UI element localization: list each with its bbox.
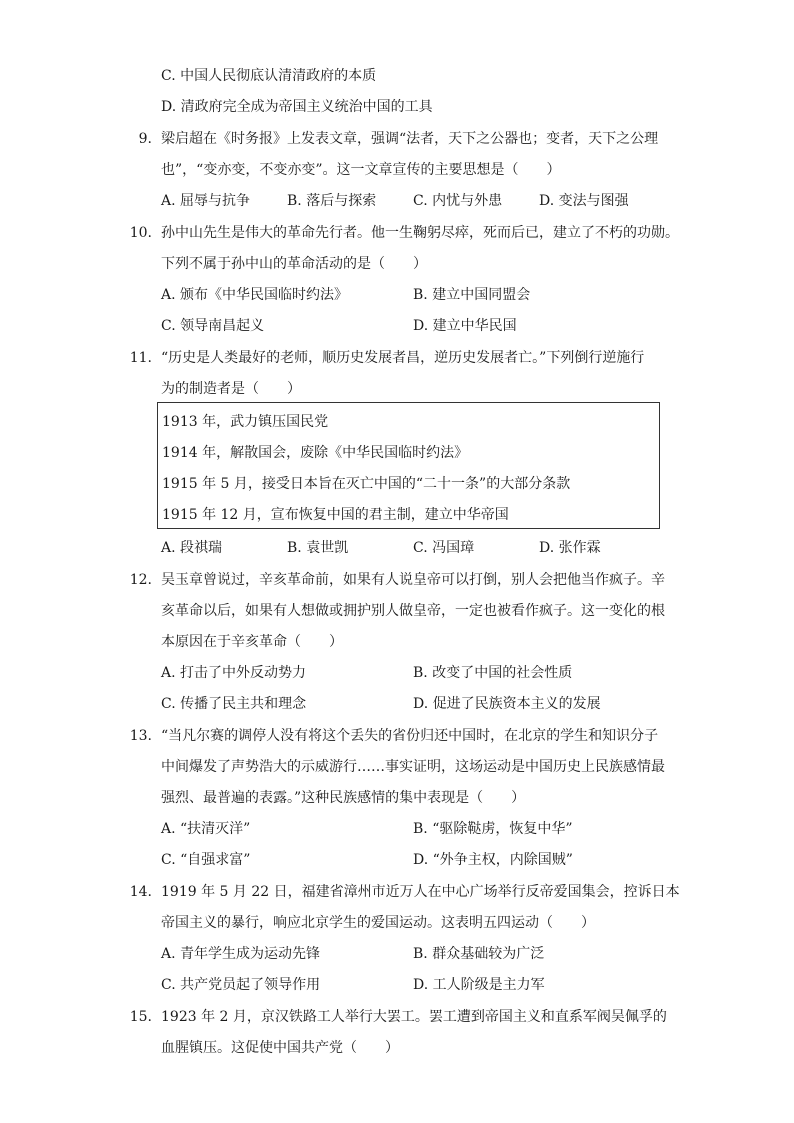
- q13-number: 13.: [129, 728, 152, 744]
- q12-stem-line-1: 吴玉章曾说过，辛亥革命前，如果有人说皇帝可以打倒，别人会把他当作疯子。辛: [161, 572, 665, 588]
- q9-option-c: C. 内忧与外患: [413, 193, 503, 209]
- q13-option-c: C. “自强求富”: [161, 852, 251, 868]
- q14-option-c: C. 共产党员起了领导作用: [161, 977, 321, 993]
- q8-option-d: D. 清政府完全成为帝国主义统治中国的工具: [161, 99, 433, 115]
- q9-stem-line-2: 也”，“变亦变，不变亦变”。这一文章宣传的主要思想是（ ）: [161, 162, 561, 178]
- q12-option-d: D. 促进了民族资本主义的发展: [413, 696, 601, 712]
- q13-option-a: A. “扶清灭洋”: [161, 821, 251, 837]
- q13-stem-line-3: 强烈、最普遍的表露。”这种民族感情的集中表现是（ ）: [161, 790, 526, 806]
- q9-number: 9.: [138, 131, 152, 147]
- q10-option-a: A. 颁布《中华民国临时约法》: [161, 287, 349, 303]
- q13-stem-line-1: “当凡尔赛的调停人没有将这个丢失的省份归还中国时，在北京的学生和知识分子: [161, 728, 659, 744]
- q10-option-b: B. 建立中国同盟会: [413, 287, 531, 303]
- q12-stem-line-2: 亥革命以后，如果有人想做或拥护别人做皇帝，一定也被看作疯子。这一变化的根: [161, 603, 665, 619]
- q14-option-b: B. 群众基础较为广泛: [413, 946, 545, 962]
- q11-stem-line-1: “历史是人类最好的老师，顺历史发展者昌，逆历史发展者亡。”下列倒行逆施行: [161, 350, 645, 366]
- q15-stem-line-2: 血腥镇压。这促使中国共产党（ ）: [161, 1040, 399, 1056]
- q15-stem-line-1: 1923 年 2 月，京汉铁路工人举行大罢工。罢工遭到帝国主义和直系军阀吴佩孚的: [161, 1009, 667, 1025]
- q8-option-c: C. 中国人民彻底认清清政府的本质: [161, 68, 377, 84]
- q13-option-d: D. “外争主权，内除国贼”: [413, 852, 573, 868]
- q11-box-line-1: 1913 年，武力镇压国民党: [162, 414, 329, 430]
- q11-number: 11.: [129, 350, 152, 366]
- q13-option-b: B. “驱除鞑虏，恢复中华”: [413, 821, 573, 837]
- q10-option-d: D. 建立中华民国: [413, 318, 517, 334]
- q15-number: 15.: [129, 1009, 152, 1025]
- q10-stem-line-1: 孙中山先生是伟大的革命先行者。他一生鞠躬尽瘁，死而后已，建立了不朽的功勋。: [161, 225, 679, 241]
- q9-option-d: D. 变法与图强: [539, 193, 629, 209]
- q10-stem-line-2: 下列不属于孙中山的革命活动的是（ ）: [161, 256, 427, 272]
- q9-stem-line-1: 梁启超在《时务报》上发表文章，强调“法者，天下之公器也；变者，天下之公理: [161, 131, 659, 147]
- q10-number: 10.: [129, 225, 152, 241]
- q14-stem-line-1: 1919 年 5 月 22 日，福建省漳州市近万人在中心广场举行反帝爱国集会，控诉日本: [161, 884, 680, 900]
- q11-option-d: D. 张作霖: [539, 540, 601, 556]
- q11-box-line-4: 1915 年 12 月，宣布恢复中国的君主制，建立中华帝国: [162, 507, 509, 523]
- q11-stem-line-2: 为的制造者是（ ）: [161, 381, 301, 397]
- q14-number: 14.: [129, 884, 152, 900]
- q12-stem-line-3: 本原因在于辛亥革命（ ）: [161, 634, 343, 650]
- q12-number: 12.: [129, 572, 152, 588]
- q11-option-c: C. 冯国璋: [413, 540, 475, 556]
- q12-option-a: A. 打击了中外反动势力: [161, 665, 307, 681]
- q14-option-d: D. 工人阶级是主力军: [413, 977, 545, 993]
- q14-option-a: A. 青年学生成为运动先锋: [161, 946, 321, 962]
- q9-option-b: B. 落后与探索: [287, 193, 377, 209]
- q9-option-a: A. 屈辱与抗争: [161, 193, 251, 209]
- q12-option-b: B. 改变了中国的社会性质: [413, 665, 573, 681]
- q12-option-c: C. 传播了民主共和理念: [161, 696, 307, 712]
- q11-box-line-2: 1914 年，解散国会，废除《中华民国临时约法》: [162, 445, 469, 461]
- q13-stem-line-2: 中间爆发了声势浩大的示威游行……事实证明，这场运动是中国历史上民族感情最: [161, 759, 665, 775]
- q11-option-b: B. 袁世凯: [287, 540, 349, 556]
- q10-option-c: C. 领导南昌起义: [161, 318, 265, 334]
- q11-box-line-3: 1915 年 5 月，接受日本旨在灭亡中国的“二十一条”的大部分条款: [162, 476, 571, 492]
- q14-stem-line-2: 帝国主义的暴行，响应北京学生的爱国运动。这表明五四运动（ ）: [161, 915, 595, 931]
- q11-option-a: A. 段祺瑞: [161, 540, 223, 556]
